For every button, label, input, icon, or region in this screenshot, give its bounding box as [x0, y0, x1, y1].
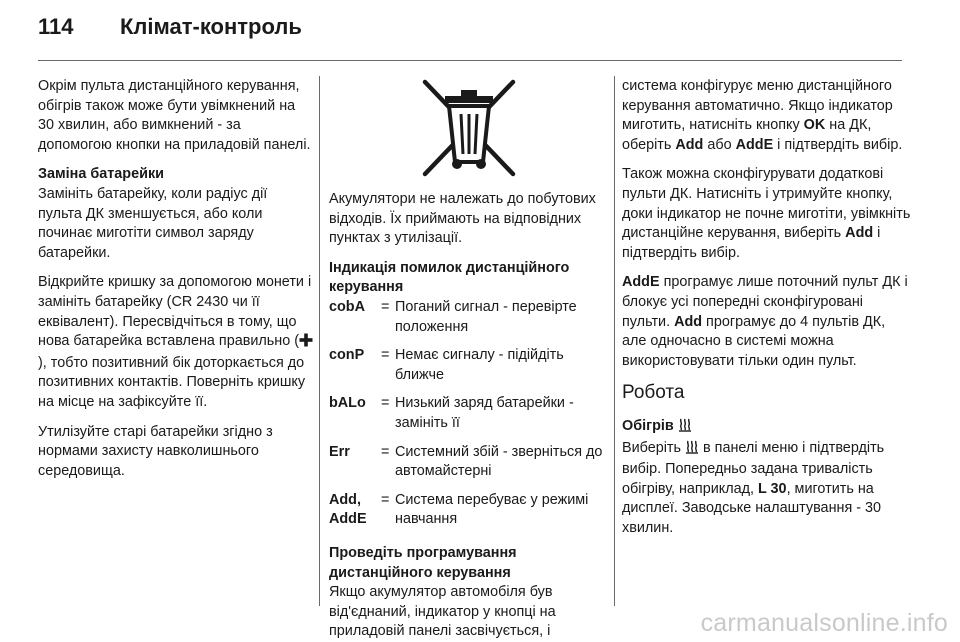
page-title: Клімат-контроль: [120, 14, 302, 39]
errors-heading: Індикація помилок дистанційного керування: [329, 259, 570, 296]
heating-heading: [622, 417, 912, 439]
intro-paragraph: Окрім пульта дистанційного керування, обігрів також може бути увімкнений на 30 хвилин, або вимкнений - за допомогою кнопки на приладовій панелі.: [38, 78, 311, 153]
text-run: програмує лише поточний пульт ДК і блокує усі попередні сконфігуровані пульти.: [622, 274, 908, 330]
error-row: [329, 394, 609, 433]
error-row: [329, 298, 609, 337]
text-run: система конфігурує меню дистанційного керування автоматично. Якщо індикатор миготить, натисніть кнопку: [622, 78, 893, 134]
adde-key-label: AddE: [735, 136, 774, 153]
text-run: і підтвердіть вибір.: [622, 225, 881, 261]
recycle-icon-wrap: [329, 76, 609, 180]
error-description: Поганий сигнал - перевірте положення: [395, 298, 577, 335]
column-divider-1: [319, 76, 320, 606]
section-title: Робота: [622, 382, 685, 404]
error-code: cobA: [329, 298, 365, 315]
add-key-label: Add: [675, 136, 704, 153]
cover-text-2: ), тобто позитивний бік доторкається до позитивних контактів. Поверніть кришку на місце на зафіксуйте її.: [38, 354, 306, 410]
text-run: Також можна сконфігурувати додаткові пульти ДК. Натисніть і утримуйте кнопку, доки індикатор не почне миготіти, увімкніть дистанційне керування, виберіть: [622, 166, 911, 242]
battery-paragraph: Замініть батарейку, коли радіус дії пульта ДК зменшується, або коли починає миготіти символ заряду батарейки.: [38, 185, 268, 261]
watermark: carmanualsonline.info: [700, 609, 948, 637]
error-description: Система перебуває у режимі навчання: [395, 491, 589, 528]
column-1: [38, 77, 314, 481]
ok-key-label: OK: [803, 117, 826, 134]
error-code: conP: [329, 347, 365, 364]
error-row: [329, 491, 609, 530]
add-key-label: Add: [845, 225, 874, 242]
error-equals: =: [381, 491, 390, 508]
error-equals: =: [381, 298, 390, 315]
programming-heading: Проведіть програмування дистанційного керування: [329, 544, 517, 581]
error-code: bALo: [329, 395, 366, 412]
adde-paragraph: [622, 273, 912, 371]
programming-paragraph: Якщо акумулятор автомобіля був від'єднаний, індикатор у кнопці на приладовій панелі засвічується, і: [329, 584, 556, 640]
plus-icon: [299, 333, 313, 354]
add-key-label: Add: [674, 313, 703, 330]
error-row: [329, 346, 609, 385]
crossed-out-bin-icon: [417, 76, 521, 180]
column-3: [622, 77, 912, 538]
text-run: , миготить на дисплеї. Заводське налаштування - 30 хвилин.: [622, 480, 882, 536]
recycle-paragraph: Акумулятори не належать до побутових відходів. Їх приймають на відповідних пунктах з утилізації.: [329, 191, 596, 247]
error-code: Add, AddE: [329, 491, 367, 528]
error-code: Err: [329, 443, 350, 460]
text-run: програмує до 4 пультів ДК, але одночасно в системі можна використовувати тільки один пульт.: [622, 313, 886, 369]
config-paragraph: [622, 77, 912, 155]
error-description: Системний збій - зверніться до автомайстерні: [395, 443, 603, 480]
disposal-paragraph: Утилізуйте старі батарейки згідно з нормами захисту навколишнього середовища.: [38, 423, 273, 479]
battery-heading: Заміна батарейки: [38, 166, 164, 183]
text-run: на ДК, оберіть: [622, 117, 872, 153]
page-number: 114: [38, 14, 74, 39]
text-run: і підтвердіть вибір.: [773, 136, 903, 153]
error-row: [329, 443, 609, 482]
text-run: в панелі меню і підтвердіть вибір. Попередньо задана тривалість обігріву, наприклад,: [622, 439, 885, 497]
adde-key-label: AddE: [622, 274, 660, 291]
heating-paragraph: [622, 439, 912, 539]
cover-paragraph: [38, 273, 314, 412]
text-run: Виберіть: [622, 439, 686, 456]
error-description: Низький заряд батарейки - замініть її: [395, 395, 574, 431]
cover-text-1: Відкрийте кришку за допомогою монети і замініть батарейку (CR 2430 чи її еквівалент). Пересвідчіться в тому, що нова батарейка вставлена правильно (: [38, 274, 312, 350]
error-equals: =: [381, 347, 390, 364]
text-run: або: [703, 136, 736, 153]
page-header: [38, 14, 302, 44]
error-description: Немає сигналу - підійдіть ближче: [395, 347, 564, 383]
header-rule: [38, 60, 902, 61]
heating-icon: [678, 418, 692, 439]
l30-value: L 30: [758, 480, 787, 497]
error-equals: =: [381, 395, 390, 412]
heating-icon: [685, 440, 699, 461]
error-list: [329, 298, 609, 530]
column-divider-2: [614, 76, 615, 606]
column-2: [329, 76, 609, 642]
error-equals: =: [381, 443, 390, 460]
heating-heading-text: Обігрів: [622, 417, 674, 434]
extra-remotes-paragraph: [622, 165, 912, 263]
